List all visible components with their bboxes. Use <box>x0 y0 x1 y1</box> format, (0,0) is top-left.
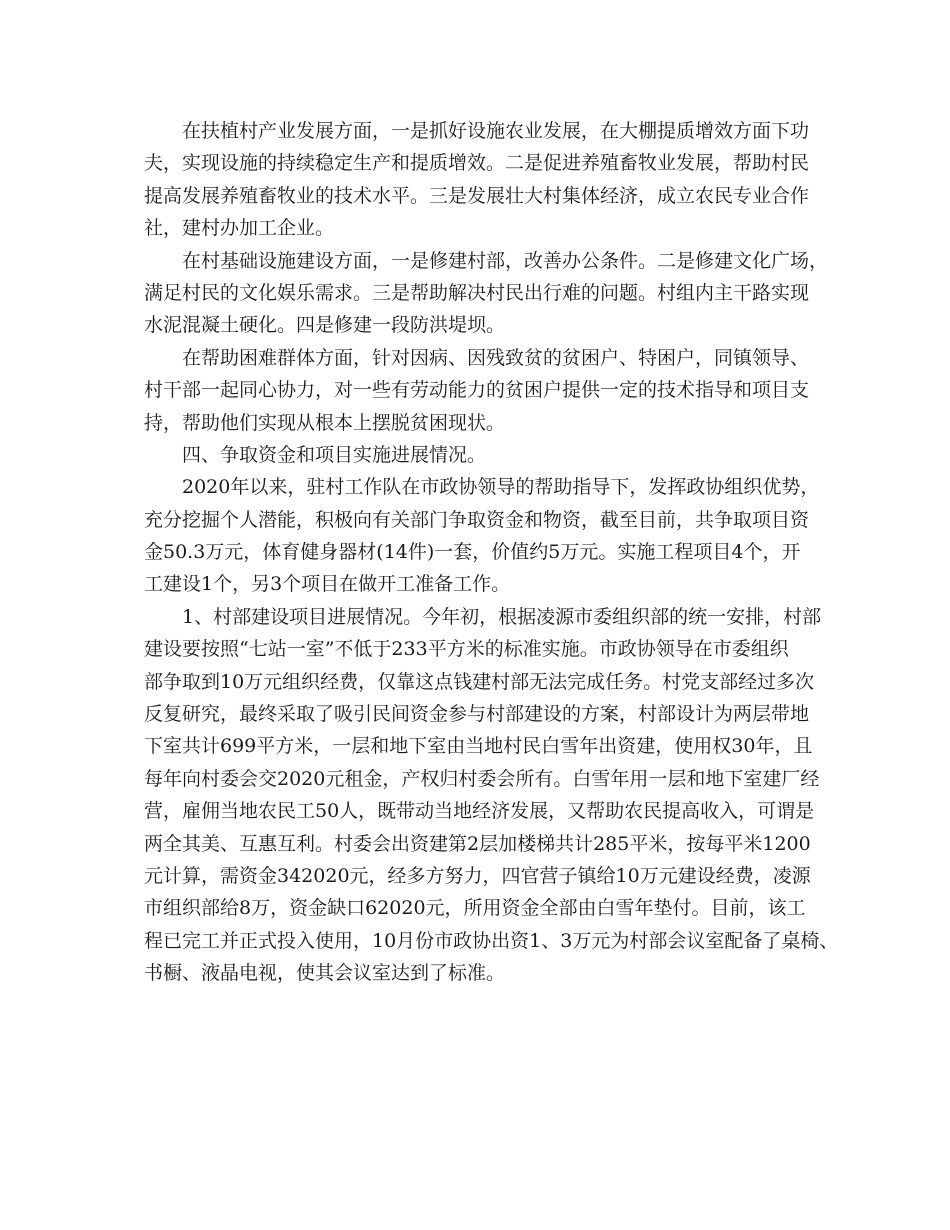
text-line: 书橱、液晶电视，使其会议室达到了标准。 <box>144 962 506 985</box>
text-line: 提高发展养殖畜牧业的技术水平。三是发展壮大村集体经济，成立农民专业合作 <box>144 184 810 207</box>
section-heading <box>144 439 834 471</box>
text-line: 反复研究，最终采取了吸引民间资金参与村部建设的方案，村部设计为两层带地 <box>144 703 810 726</box>
text-line: 两全其美、互惠互利。村委会出资建第2层加楼梯共计285平米，按每平米1200 <box>144 832 811 855</box>
text-line: 1、村部建设项目进展情况。今年初，根据凌源市委组织部的统一安排，村部 <box>182 605 822 628</box>
paragraph-industry-development <box>144 115 834 245</box>
text-line: 工建设1个，另3个项目在做开工准备工作。 <box>144 573 511 596</box>
text-line: 程已完工并正式投入使用，10月份市政协出资1、3万元为村部会议室配备了桌椅、 <box>144 929 839 952</box>
text-line: 在扶植村产业发展方面，一是抓好设施农业发展，在大棚提质增效方面下功 <box>182 120 810 142</box>
text-line: 下室共计699平方米，一层和地下室由当地村民白雪年出资建，使用权30年，且 <box>144 735 813 758</box>
text-line: 在村基础设施建设方面，一是修建村部，改善办公条件。二是修建文化广场， <box>182 249 829 272</box>
text-line: 2020年以来，驻村工作队在市政协领导的帮助指导下，发挥政协组织优势， <box>182 476 820 499</box>
paragraph-infrastructure <box>144 245 834 342</box>
text-line: 在帮助困难群体方面，针对因病、因残致贫的贫困户、特困户，同镇领导、 <box>182 346 810 369</box>
paragraph-village-office-project <box>144 601 839 990</box>
text-line: 夫，实现设施的持续稳定生产和提质增效。二是促进养殖畜牧业发展，帮助村民 <box>144 152 810 175</box>
text-line: 营，雇佣当地农民工50人，既带动当地经济发展，又帮助农民提高收入，可谓是 <box>144 800 815 823</box>
paragraph-funding-overview <box>144 471 834 601</box>
text-line: 水泥混凝土硬化。四是修建一段防洪堤坝。 <box>144 314 506 337</box>
paragraph-poverty-assistance <box>144 342 834 439</box>
text-line: 充分挖掘个人潜能，积极向有关部门争取资金和物资，截至目前，共争取项目资 <box>144 508 810 531</box>
text-line: 社，建村办加工企业。 <box>144 217 335 240</box>
text-line: 金50.3万元，体育健身器材(14件)一套，价值约5万元。实施工程项目4个，开 <box>144 541 801 564</box>
text-line: 持，帮助他们实现从根本上摆脱贫困现状。 <box>144 411 506 434</box>
heading-line: 四、争取资金和项目实施进展情况。 <box>182 443 487 466</box>
text-line: 满足村民的文化娱乐需求。三是帮助解决村民出行难的问题。村组内主干路实现 <box>144 281 810 304</box>
document-body <box>144 115 839 990</box>
text-line: 部争取到10万元组织经费，仅靠这点钱建村部无法完成任务。村党支部经过多次 <box>144 670 815 693</box>
text-line: 村干部一起同心协力，对一些有劳动能力的贫困户提供一定的技术指导和项目支 <box>144 379 810 402</box>
text-line: 建设要按照“七站一室”不低于233平方米的标准实施。市政协领导在市委组织 <box>144 638 789 661</box>
text-line: 元计算，需资金342020元，经多方努力，四官营子镇给10万元建设经费，凌源 <box>144 864 811 887</box>
text-line: 市组织部给8万，资金缺口62020元，所用资金全部由白雪年垫付。目前，该工 <box>144 897 806 920</box>
text-line: 每年向村委会交2020元租金，产权归村委会所有。白雪年用一层和地下室建厂经 <box>144 767 820 790</box>
